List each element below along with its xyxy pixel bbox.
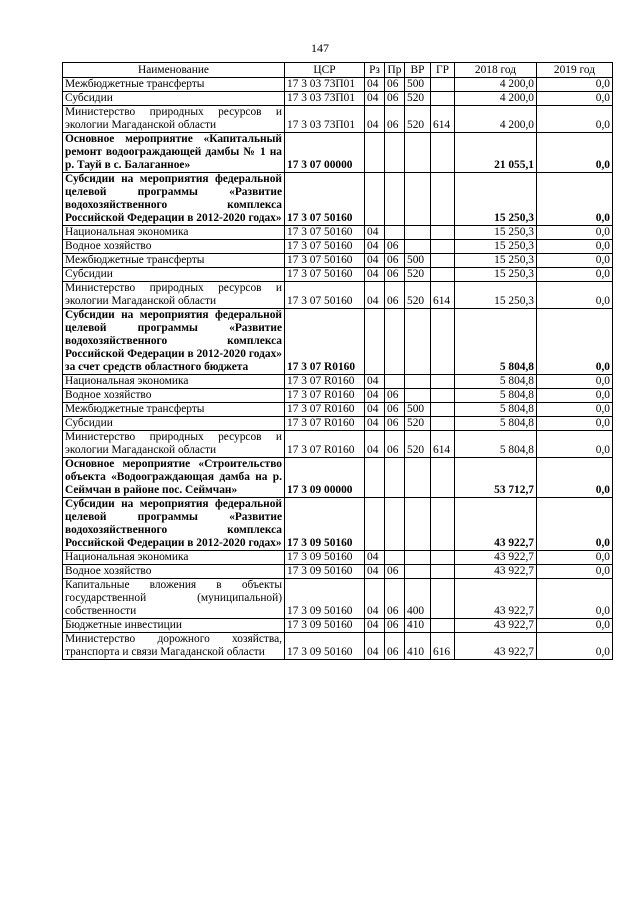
cell-2019: 0,0 (537, 106, 613, 133)
table-row (63, 173, 613, 226)
cell-csr: 17 3 09 00000 (285, 458, 365, 498)
cell-pr: 06 (385, 403, 405, 417)
cell-rz: 04 (365, 417, 385, 431)
cell-name: Бюджетные инвестиции (63, 619, 285, 633)
cell-gr (431, 389, 455, 403)
table-row (63, 92, 613, 106)
cell-name: Межбюджетные трансферты (63, 403, 285, 417)
table-row (63, 403, 613, 417)
cell-vr: 410 (405, 619, 431, 633)
cell-2018: 5 804,8 (455, 417, 537, 431)
cell-name: Субсидии на мероприятия федеральной целевой программы «Развитие водохозяйственного комплекса Российской Федерации в 2012-2020 годах» (63, 173, 285, 226)
cell-2019: 0,0 (537, 579, 613, 619)
cell-csr: 17 3 07 R0160 (285, 403, 365, 417)
cell-name: Министерство природных ресурсов и экологии Магаданской области (63, 106, 285, 133)
header-csr: ЦСР (285, 63, 365, 78)
cell-name: Межбюджетные трансферты (63, 78, 285, 92)
cell-vr (405, 240, 431, 254)
cell-csr: 17 3 07 50160 (285, 173, 365, 226)
cell-2018: 5 804,8 (455, 389, 537, 403)
cell-vr: 500 (405, 403, 431, 417)
cell-gr (431, 551, 455, 565)
cell-2019: 0,0 (537, 498, 613, 551)
cell-gr (431, 498, 455, 551)
cell-2019: 0,0 (537, 619, 613, 633)
cell-csr: 17 3 07 50160 (285, 282, 365, 309)
cell-2018: 4 200,0 (455, 78, 537, 92)
cell-pr (385, 173, 405, 226)
cell-2018: 43 922,7 (455, 633, 537, 660)
cell-pr: 06 (385, 633, 405, 660)
cell-rz (365, 173, 385, 226)
cell-gr (431, 240, 455, 254)
table-row (63, 551, 613, 565)
table-row (63, 240, 613, 254)
cell-2019: 0,0 (537, 92, 613, 106)
cell-2019: 0,0 (537, 403, 613, 417)
cell-gr (431, 579, 455, 619)
cell-pr: 06 (385, 619, 405, 633)
cell-2018: 4 200,0 (455, 92, 537, 106)
cell-vr (405, 375, 431, 389)
cell-pr: 06 (385, 268, 405, 282)
cell-pr (385, 133, 405, 173)
budget-table (62, 62, 613, 660)
cell-pr: 06 (385, 254, 405, 268)
cell-vr (405, 173, 431, 226)
cell-csr: 17 3 07 50160 (285, 226, 365, 240)
cell-rz: 04 (365, 92, 385, 106)
cell-vr: 520 (405, 282, 431, 309)
table-header-row (63, 63, 613, 78)
cell-csr: 17 3 07 R0160 (285, 375, 365, 389)
cell-rz (365, 458, 385, 498)
cell-2018: 43 922,7 (455, 619, 537, 633)
cell-gr (431, 375, 455, 389)
cell-rz: 04 (365, 268, 385, 282)
cell-csr: 17 3 07 R0160 (285, 389, 365, 403)
cell-vr: 400 (405, 579, 431, 619)
table-row (63, 565, 613, 579)
cell-rz: 04 (365, 565, 385, 579)
cell-name: Министерство дорожного хозяйства, транспорта и связи Магаданской области (63, 633, 285, 660)
cell-2018: 43 922,7 (455, 579, 537, 619)
cell-rz: 04 (365, 78, 385, 92)
table-row (63, 431, 613, 458)
cell-rz: 04 (365, 254, 385, 268)
cell-gr (431, 417, 455, 431)
cell-vr: 520 (405, 417, 431, 431)
cell-vr: 520 (405, 92, 431, 106)
cell-gr: 614 (431, 106, 455, 133)
cell-gr (431, 78, 455, 92)
cell-pr: 06 (385, 282, 405, 309)
cell-csr: 17 3 09 50160 (285, 551, 365, 565)
table-row (63, 78, 613, 92)
cell-2019: 0,0 (537, 633, 613, 660)
header-pr: Пр (385, 63, 405, 78)
cell-gr (431, 403, 455, 417)
cell-gr (431, 133, 455, 173)
cell-2019: 0,0 (537, 375, 613, 389)
cell-csr: 17 3 03 73П01 (285, 78, 365, 92)
cell-rz: 04 (365, 240, 385, 254)
cell-vr (405, 309, 431, 375)
cell-name: Капитальные вложения в объекты государственной (муниципальной) собственности (63, 579, 285, 619)
cell-gr (431, 92, 455, 106)
cell-name: Субсидии (63, 92, 285, 106)
cell-rz: 04 (365, 226, 385, 240)
cell-rz: 04 (365, 431, 385, 458)
cell-vr (405, 551, 431, 565)
cell-vr: 520 (405, 106, 431, 133)
cell-name: Межбюджетные трансферты (63, 254, 285, 268)
cell-vr (405, 565, 431, 579)
header-gr: ГР (431, 63, 455, 78)
cell-name: Национальная экономика (63, 375, 285, 389)
cell-csr: 17 3 09 50160 (285, 579, 365, 619)
cell-pr: 06 (385, 78, 405, 92)
table-row (63, 268, 613, 282)
cell-pr (385, 375, 405, 389)
cell-csr: 17 3 07 00000 (285, 133, 365, 173)
cell-pr: 06 (385, 240, 405, 254)
cell-gr: 614 (431, 431, 455, 458)
cell-2019: 0,0 (537, 268, 613, 282)
cell-name: Субсидии на мероприятия федеральной целевой программы «Развитие водохозяйственного комплекса Российской Федерации в 2012-2020 годах» за счет средств областного бюджета (63, 309, 285, 375)
cell-name: Основное мероприятие «Капитальный ремонт водоограждающей дамбы № 1 на р. Тауй в с. Балаганное» (63, 133, 285, 173)
cell-2018: 15 250,3 (455, 240, 537, 254)
table-row (63, 498, 613, 551)
cell-csr: 17 3 07 R0160 (285, 431, 365, 458)
cell-csr: 17 3 03 73П01 (285, 92, 365, 106)
cell-2019: 0,0 (537, 133, 613, 173)
cell-vr: 520 (405, 268, 431, 282)
cell-name: Водное хозяйство (63, 240, 285, 254)
cell-name: Водное хозяйство (63, 389, 285, 403)
cell-2019: 0,0 (537, 551, 613, 565)
cell-pr (385, 226, 405, 240)
table-row (63, 633, 613, 660)
cell-pr: 06 (385, 565, 405, 579)
table-row (63, 106, 613, 133)
cell-vr (405, 133, 431, 173)
cell-rz (365, 309, 385, 375)
cell-csr: 17 3 09 50160 (285, 565, 365, 579)
table-row (63, 619, 613, 633)
header-vr: ВР (405, 63, 431, 78)
cell-rz: 04 (365, 579, 385, 619)
cell-csr: 17 3 07 R0160 (285, 417, 365, 431)
cell-csr: 17 3 07 50160 (285, 240, 365, 254)
cell-csr: 17 3 09 50160 (285, 498, 365, 551)
cell-pr: 06 (385, 431, 405, 458)
cell-2018: 53 712,7 (455, 458, 537, 498)
cell-rz: 04 (365, 403, 385, 417)
cell-csr: 17 3 07 50160 (285, 268, 365, 282)
table-row (63, 226, 613, 240)
cell-rz: 04 (365, 551, 385, 565)
cell-pr: 06 (385, 579, 405, 619)
cell-rz: 04 (365, 282, 385, 309)
cell-csr: 17 3 07 50160 (285, 254, 365, 268)
cell-2019: 0,0 (537, 389, 613, 403)
cell-2019: 0,0 (537, 565, 613, 579)
cell-2018: 15 250,3 (455, 268, 537, 282)
cell-gr (431, 226, 455, 240)
cell-name: Субсидии (63, 417, 285, 431)
table-row (63, 389, 613, 403)
cell-rz: 04 (365, 619, 385, 633)
table-row (63, 309, 613, 375)
cell-name: Субсидии (63, 268, 285, 282)
cell-csr: 17 3 09 50160 (285, 619, 365, 633)
cell-name: Водное хозяйство (63, 565, 285, 579)
cell-name: Субсидии на мероприятия федеральной целевой программы «Развитие водохозяйственного комплекса Российской Федерации в 2012-2020 годах» (63, 498, 285, 551)
cell-pr: 06 (385, 417, 405, 431)
cell-gr (431, 268, 455, 282)
cell-csr: 17 3 03 73П01 (285, 106, 365, 133)
cell-rz: 04 (365, 633, 385, 660)
cell-2019: 0,0 (537, 78, 613, 92)
table-row (63, 458, 613, 498)
cell-2018: 15 250,3 (455, 226, 537, 240)
cell-2019: 0,0 (537, 226, 613, 240)
cell-pr (385, 458, 405, 498)
cell-2018: 5 804,8 (455, 309, 537, 375)
cell-rz: 04 (365, 389, 385, 403)
cell-vr (405, 226, 431, 240)
cell-2018: 15 250,3 (455, 173, 537, 226)
cell-name: Национальная экономика (63, 226, 285, 240)
cell-pr (385, 309, 405, 375)
cell-2018: 5 804,8 (455, 431, 537, 458)
cell-gr: 614 (431, 282, 455, 309)
page-number: 147 (311, 41, 329, 55)
cell-2018: 5 804,8 (455, 403, 537, 417)
table-row (63, 282, 613, 309)
cell-vr: 410 (405, 633, 431, 660)
cell-gr (431, 458, 455, 498)
cell-name: Основное мероприятие «Строительство объекта «Водоограждающая дамба на р. Сеймчан в районе пос. Сеймчан» (63, 458, 285, 498)
cell-2018: 15 250,3 (455, 254, 537, 268)
cell-2018: 15 250,3 (455, 282, 537, 309)
header-rz: Рз (365, 63, 385, 78)
table-body (63, 78, 613, 660)
cell-pr: 06 (385, 92, 405, 106)
table-row (63, 254, 613, 268)
table-row (63, 579, 613, 619)
cell-2018: 21 055,1 (455, 133, 537, 173)
cell-gr (431, 565, 455, 579)
cell-vr (405, 498, 431, 551)
cell-name: Министерство природных ресурсов и экологии Магаданской области (63, 431, 285, 458)
cell-2019: 0,0 (537, 173, 613, 226)
cell-pr (385, 498, 405, 551)
header-2018: 2018 год (455, 63, 537, 78)
header-2019: 2019 год (537, 63, 613, 78)
cell-rz (365, 133, 385, 173)
cell-vr (405, 458, 431, 498)
cell-2019: 0,0 (537, 309, 613, 375)
cell-csr: 17 3 09 50160 (285, 633, 365, 660)
table-row (63, 375, 613, 389)
cell-gr: 616 (431, 633, 455, 660)
cell-2018: 4 200,0 (455, 106, 537, 133)
cell-csr: 17 3 07 R0160 (285, 309, 365, 375)
cell-vr: 500 (405, 78, 431, 92)
cell-2018: 43 922,7 (455, 551, 537, 565)
cell-2019: 0,0 (537, 240, 613, 254)
cell-gr (431, 173, 455, 226)
cell-vr: 500 (405, 254, 431, 268)
cell-rz: 04 (365, 375, 385, 389)
cell-2018: 43 922,7 (455, 565, 537, 579)
cell-rz: 04 (365, 106, 385, 133)
cell-2019: 0,0 (537, 282, 613, 309)
cell-2018: 43 922,7 (455, 498, 537, 551)
cell-2019: 0,0 (537, 254, 613, 268)
cell-rz (365, 498, 385, 551)
cell-vr (405, 389, 431, 403)
table-row (63, 133, 613, 173)
cell-pr (385, 551, 405, 565)
cell-gr (431, 254, 455, 268)
cell-gr (431, 619, 455, 633)
cell-name: Министерство природных ресурсов и экологии Магаданской области (63, 282, 285, 309)
cell-vr: 520 (405, 431, 431, 458)
cell-2018: 5 804,8 (455, 375, 537, 389)
cell-pr: 06 (385, 389, 405, 403)
cell-2019: 0,0 (537, 458, 613, 498)
cell-pr: 06 (385, 106, 405, 133)
header-name: Наименование (63, 63, 285, 78)
cell-2019: 0,0 (537, 431, 613, 458)
cell-gr (431, 309, 455, 375)
cell-2019: 0,0 (537, 417, 613, 431)
table-row (63, 417, 613, 431)
cell-name: Национальная экономика (63, 551, 285, 565)
